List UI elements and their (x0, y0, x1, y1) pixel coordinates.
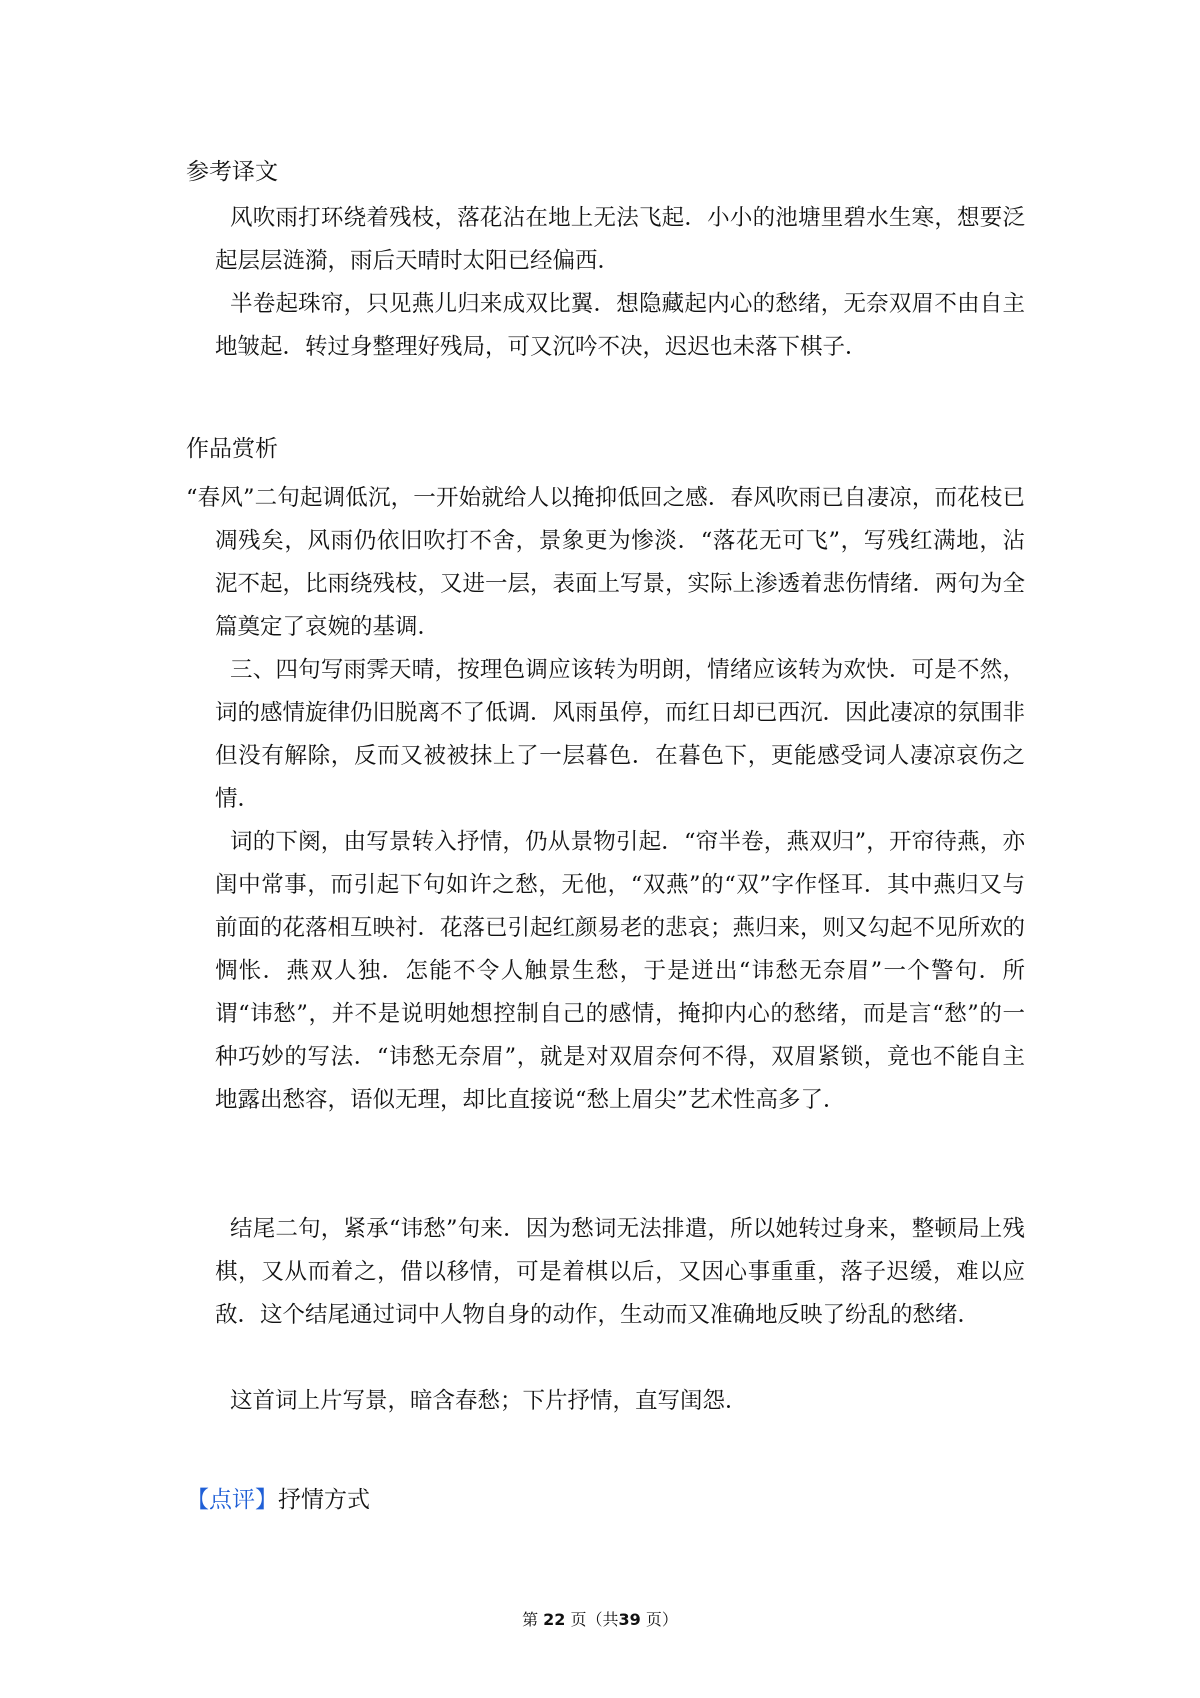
footer-middle: 页（共 (570, 1610, 619, 1629)
appreciation-paragraph-2: 三、四句写雨霁天晴，按理色调应该转为明朗，情绪应该转为欢快．可是不然，词的感情旋律仍旧脱离不了低调．风雨虽停，而红日却已西沉．因此凄凉的氛围非但没有解除，反而又被被抹上了一层暮色．在暮色下，更能感受词人凄凉哀伤之情． (215, 657, 1026, 812)
footer-suffix: 页） (645, 1610, 678, 1629)
translation-paragraph-1: 风吹雨打环绕着残枝，落花沾在地上无法飞起．小小的池塘里碧水生寒，想要泛起层层涟漪，雨后天晴时太阳已经偏西． (215, 205, 1025, 274)
translation-heading: 参考译文 (186, 159, 278, 185)
comment-tag: 【点评】 (186, 1487, 278, 1513)
appreciation-paragraph-5: 这首词上片写景，暗含春愁；下片抒情，直写闺怨． (230, 1388, 748, 1414)
page-footer (0, 1610, 1200, 1630)
appreciation-heading: 作品赏析 (186, 436, 278, 462)
appreciation-paragraph-4: 结尾二句，紧承“讳愁”句来．因为愁词无法排遣，所以她转过身来，整顿局上残棋，又从而着之，借以移情，可是着棋以后，又因心事重重，落子迟缓，难以应敌．这个结尾通过词中人物自身的动作，生动而又准确地反映了纷乱的愁绪． (215, 1216, 1025, 1328)
comment-text: 抒情方式 (278, 1487, 370, 1513)
footer-prefix: 第 (522, 1610, 539, 1629)
footer-page-number: 22 (543, 1610, 566, 1629)
appreciation-paragraph-3: 词的下阕，由写景转入抒情，仍从景物引起．“帘半卷，燕双归”，开帘待燕，亦闺中常事，而引起下句如许之愁，无他，“双燕”的“双”字作怪耳．其中燕归又与前面的花落相互映衬．花落已引起红颜易老的悲哀；燕归来，则又勾起不见所欢的惆怅．燕双人独．怎能不令人触景生愁，于是迸出“讳愁无奈眉”一个警句．所谓“讳愁”，并不是说明她想控制自己的感情，掩抑内心的愁绪，而是言“愁”的一种巧妙的写法．“讳愁无奈眉”，就是对双眉奈何不得，双眉紧锁，竟也不能自主地露出愁容，语似无理，却比直接说“愁上眉尖”艺术性高多了． (215, 829, 1026, 1113)
footer-total-pages: 39 (618, 1610, 641, 1629)
translation-paragraph-2: 半卷起珠帘，只见燕儿归来成双比翼．想隐藏起内心的愁绪，无奈双眉不由自主地皱起．转过身整理好残局，可又沉吟不决，迟迟也未落下棋子． (215, 291, 1025, 360)
comment-line (186, 1485, 370, 1515)
appreciation-paragraph-1: “春风”二句起调低沉，一开始就给人以掩抑低回之感．春风吹雨已自凄凉，而花枝已凋残矣，风雨仍依旧吹打不舍，景象更为惨淡．“落花无可飞”，写残红满地，沾泥不起，比雨绕残枝，又进一层，表面上写景，实际上渗透着悲伤情绪．两句为全篇奠定了哀婉的基调． (186, 485, 1026, 640)
